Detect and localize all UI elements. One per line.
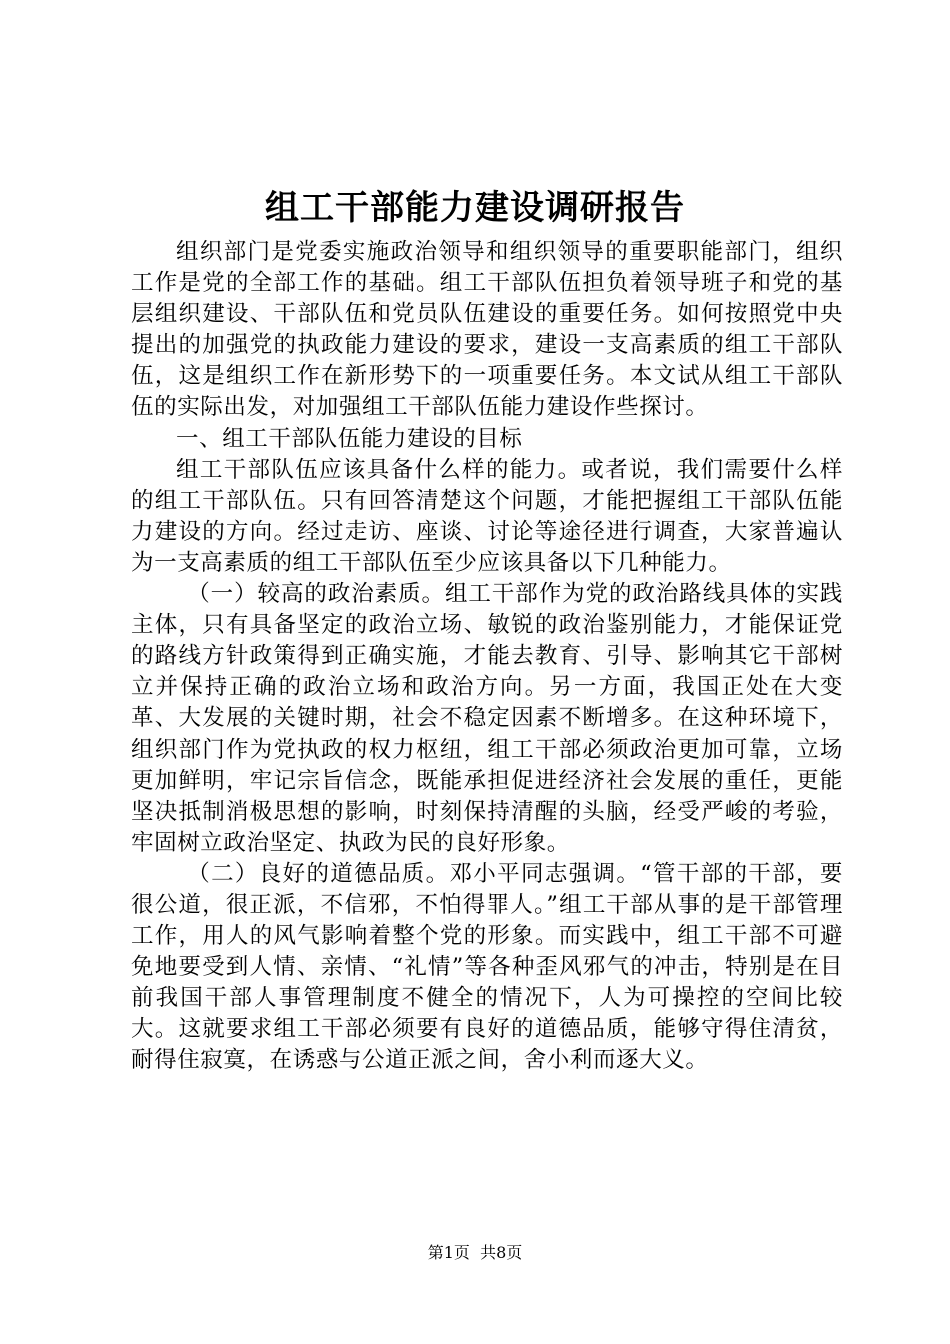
paragraph-intro: 组织部门是党委实施政治领导和组织领导的重要职能部门，组织工作是党的全部工作的基础。组工干部队伍担负着领导班子和党的基层组织建设、干部队伍和党员队伍建设的重要任务。如何按照党中央提出的加强党的执政能力建设的要求，建设一支高素质的组工干部队伍，这是组织工作在新形势下的一项重要任务。本文试从组工干部队伍的实际出发，对加强组工干部队伍能力建设作些探讨。 (131, 239, 843, 421)
paragraph-subsection-1: （一）较高的政治素质。组工干部作为党的政治路线具体的实践主体，只有具备坚定的政治立场、敏锐的政治鉴别能力，才能保证党的路线方针政策得到正确实施，才能去教育、引导、影响其它干部树立并保持正确的政治立场和政治方向。另一方面，我国正处在大变革、大发展的关键时期，社会不稳定因素不断增多。在这种环境下，组织部门作为党执政的权力枢纽，组工干部必须政治更加可靠，立场更加鲜明，牢记宗旨信念，既能承担促进经济社会发展的重任，更能坚决抵制消极思想的影响，时刻保持清醒的头脑，经受严峻的考验，牢固树立政治坚定、执政为民的良好形象。 (131, 581, 843, 856)
page-footer (0, 1243, 950, 1263)
document-body (131, 237, 843, 1077)
document-title: 组工干部能力建设调研报告 (265, 188, 685, 228)
section-heading-1: 一、组工干部队伍能力建设的目标 (176, 425, 523, 452)
paragraph-subsection-2: （二）良好的道德品质。邓小平同志强调。“管干部的干部，要很公道，很正派，不信邪，不怕得罪人。”组工干部从事的是干部管理工作，用人的风气影响着整个党的形象。而实践中，组工干部不可避免地要受到人情、亲情、“礼情”等各种歪风邪气的冲击，特别是在目前我国干部人事管理制度不健全的情况下，人为可操控的空间比较大。这就要求组工干部必须要有良好的道德品质，能够守得住清贫，耐得住寂寞，在诱惑与公道正派之间，舍小利而逐大义。 (131, 860, 843, 1074)
page-number: 第1页 共8页 (427, 1243, 523, 1262)
paragraph-section-1: 组工干部队伍应该具备什么样的能力。或者说，我们需要什么样的组工干部队伍。只有回答清楚这个问题，才能把握组工干部队伍能力建设的方向。经过走访、座谈、讨论等途径进行调查，大家普遍认为一支高素质的组工干部队伍至少应该具备以下几种能力。 (131, 456, 843, 576)
